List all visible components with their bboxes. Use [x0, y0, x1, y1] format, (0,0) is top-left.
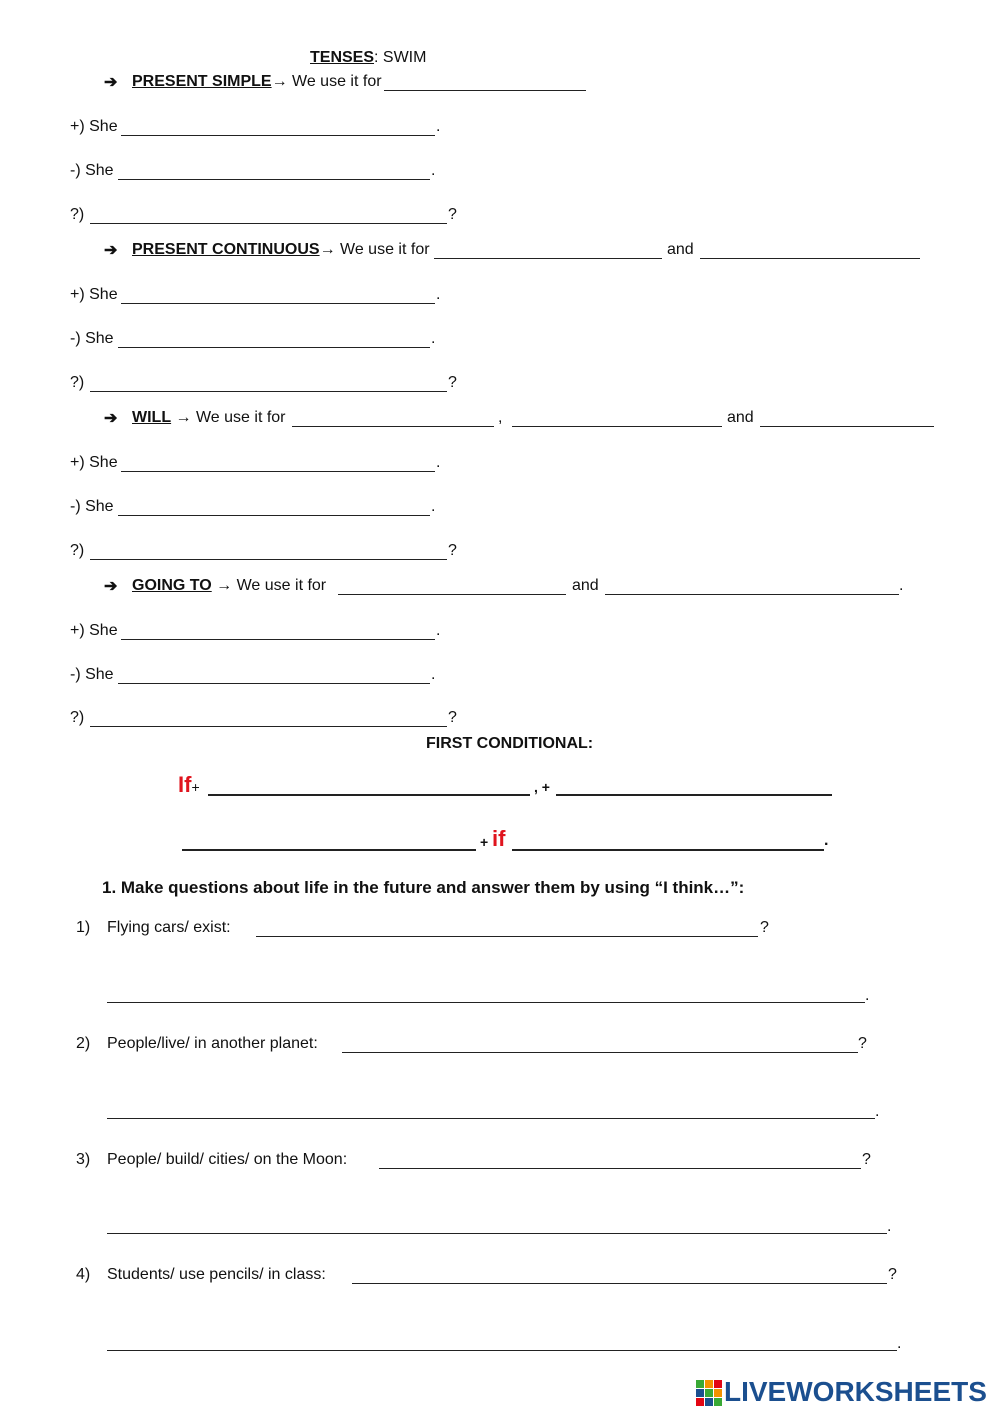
answer-blank[interactable]	[118, 179, 430, 180]
row-dot: .	[436, 454, 441, 471]
row-qmark: ?	[448, 206, 457, 223]
arrow-icon: →	[216, 577, 233, 594]
row-dot: .	[436, 622, 441, 639]
row-qmark: ?	[448, 542, 457, 559]
item-prompt: Students/ use pencils/ in class:	[107, 1266, 326, 1283]
and-label: and	[572, 577, 599, 594]
item-qmark: ?	[888, 1266, 897, 1283]
and-label: and	[727, 409, 754, 426]
answer-dot: .	[887, 1218, 892, 1235]
bullet-arrow-icon: ➔	[104, 74, 118, 91]
logo-text: LIVEWORKSHEETS	[724, 1376, 987, 1407]
bullet-arrow-icon: ➔	[104, 410, 118, 427]
bullet-arrow-icon: ➔	[104, 242, 118, 259]
section-text: We use it for	[287, 73, 382, 90]
end-dot: .	[824, 832, 829, 849]
answer-dot: .	[875, 1103, 880, 1120]
answer-blank[interactable]	[90, 391, 447, 392]
item-qmark: ?	[858, 1035, 867, 1052]
plus-sign: +	[480, 834, 489, 850]
answer-blank[interactable]	[292, 426, 494, 427]
answer-blank[interactable]	[121, 639, 435, 640]
item-number: 1)	[76, 919, 91, 936]
liveworksheets-logo-icon	[696, 1380, 722, 1408]
row-plus: +) She	[70, 622, 118, 639]
answer-blank[interactable]	[90, 559, 447, 560]
row-question: ?)	[70, 374, 85, 391]
row-dot: .	[431, 666, 436, 683]
answer-blank[interactable]	[512, 849, 824, 851]
item-qmark: ?	[862, 1151, 871, 1168]
answer-blank[interactable]	[118, 515, 430, 516]
answer-blank[interactable]	[90, 223, 447, 224]
section-name: PRESENT SIMPLE	[132, 73, 272, 90]
answer-blank[interactable]	[121, 303, 435, 304]
item-prompt: People/ build/ cities/ on the Moon:	[107, 1151, 348, 1168]
comma-label: ,	[498, 409, 503, 426]
answer-blank[interactable]	[338, 594, 566, 595]
row-question: ?)	[70, 709, 85, 726]
answer-blank[interactable]	[90, 726, 447, 727]
conditional-line-1	[178, 772, 200, 798]
answer-blank[interactable]	[118, 347, 430, 348]
answer-blank[interactable]	[512, 426, 722, 427]
if-lower: if	[492, 826, 506, 851]
item-prompt: People/live/ in another planet:	[107, 1035, 318, 1052]
arrow-icon: →	[319, 241, 336, 258]
item-number: 2)	[76, 1035, 91, 1052]
question-blank[interactable]	[352, 1283, 887, 1284]
section-present-continuous	[132, 240, 430, 260]
row-qmark: ?	[448, 374, 457, 391]
item-qmark: ?	[760, 919, 769, 936]
section-will	[132, 408, 286, 428]
answer-blank[interactable]	[605, 594, 899, 595]
conditional-title: FIRST CONDITIONAL:	[426, 735, 594, 752]
answer-blank[interactable]	[760, 426, 934, 427]
row-dot: .	[436, 286, 441, 303]
row-plus: +) She	[70, 454, 118, 471]
answer-blank[interactable]	[107, 1350, 897, 1351]
answer-blank[interactable]	[700, 258, 920, 259]
comma-plus: , +	[534, 779, 550, 795]
section-going-to	[132, 576, 326, 596]
page-title	[310, 48, 426, 68]
row-dot: .	[431, 330, 436, 347]
row-qmark: ?	[448, 709, 457, 726]
row-question: ?)	[70, 206, 85, 223]
answer-blank[interactable]	[556, 794, 832, 796]
if-upper: If	[178, 772, 192, 797]
answer-blank[interactable]	[121, 471, 435, 472]
section-text: We use it for	[232, 577, 327, 594]
row-minus: -) She	[70, 330, 114, 347]
and-label: and	[667, 241, 694, 258]
answer-blank[interactable]	[208, 794, 530, 796]
answer-blank[interactable]	[107, 1118, 875, 1119]
section-name: WILL	[132, 409, 172, 426]
answer-blank[interactable]	[121, 135, 435, 136]
answer-blank[interactable]	[107, 1002, 865, 1003]
answer-dot: .	[897, 1335, 902, 1352]
item-prompt: Flying cars/ exist:	[107, 919, 231, 936]
row-plus: +) She	[70, 118, 118, 135]
question-blank[interactable]	[379, 1168, 861, 1169]
row-minus: -) She	[70, 666, 114, 683]
item-number: 4)	[76, 1266, 91, 1283]
bullet-arrow-icon: ➔	[104, 578, 118, 595]
question-blank[interactable]	[256, 936, 758, 937]
plus-sign: +	[191, 779, 200, 795]
arrow-icon: →	[175, 409, 192, 426]
section-present-simple	[132, 72, 382, 92]
row-plus: +) She	[70, 286, 118, 303]
row-dot: .	[431, 162, 436, 179]
section-text: We use it for	[335, 241, 430, 258]
answer-blank[interactable]	[118, 683, 430, 684]
end-dot: .	[899, 577, 904, 594]
section-text: We use it for	[191, 409, 286, 426]
answer-blank[interactable]	[107, 1233, 887, 1234]
arrow-icon: →	[271, 73, 288, 90]
title-rest: : SWIM	[374, 49, 427, 66]
row-dot: .	[436, 118, 441, 135]
answer-blank[interactable]	[384, 90, 586, 91]
answer-dot: .	[865, 987, 870, 1004]
answer-blank[interactable]	[182, 849, 476, 851]
answer-blank[interactable]	[434, 258, 662, 259]
question-blank[interactable]	[342, 1052, 858, 1053]
row-question: ?)	[70, 542, 85, 559]
exercise-heading: 1. Make questions about life in the future and answer them by using “I think…”:	[102, 878, 745, 897]
title-main: TENSES	[310, 49, 375, 66]
section-name: GOING TO	[132, 577, 212, 594]
item-number: 3)	[76, 1151, 91, 1168]
row-minus: -) She	[70, 162, 114, 179]
section-name: PRESENT CONTINUOUS	[132, 241, 320, 258]
row-dot: .	[431, 498, 436, 515]
row-minus: -) She	[70, 498, 114, 515]
